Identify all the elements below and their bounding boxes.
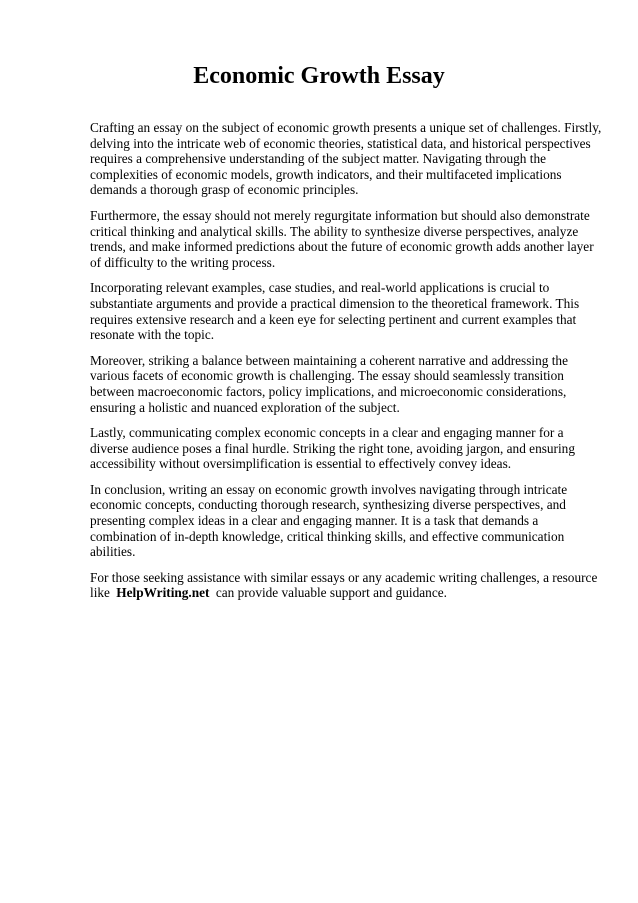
document-body <box>90 120 602 611</box>
paragraph-6: In conclusion, writing an essay on economic growth involves navigating through intricate economic concepts, conducting thorough research, synthesizing diverse perspectives, and presenting complex ideas in a clear and engaging manner. It is a task that demands a combination of in-depth knowledge, critical thinking skills, and effective communication abilities. <box>90 481 568 560</box>
paragraph-5: Lastly, communicating complex economic concepts in a clear and engaging manner for a diverse audience poses a final hurdle. Striking the right tone, avoiding jargon, and ensuring accessibility without oversimplification is essential to effectively convey ideas. <box>90 425 575 472</box>
document-title: Economic Growth Essay <box>193 63 445 89</box>
paragraph-1: Crafting an essay on the subject of economic growth presents a unique set of challenges. Firstly, delving into the intricate web of economic theories, statistical data, and historical perspectives requires a comprehensive understanding of the subject matter. Navigating through the complexities of economic models, growth indicators, and their multifaceted implications demands a thorough grasp of economic principles. <box>90 120 602 198</box>
closing-text-after: can provide valuable support and guidance. <box>215 585 447 601</box>
helpwriting-link[interactable]: HelpWriting.net <box>116 585 210 601</box>
paragraph-2: Furthermore, the essay should not merely regurgitate information but should also demonstrate critical thinking and analytical skills. The ability to synthesize diverse perspectives, analyze trends, and make informed predictions about the future of economic growth adds another layer of difficulty to the writing process. <box>90 207 594 270</box>
closing-paragraph <box>90 570 602 601</box>
paragraph-3: Incorporating relevant examples, case studies, and real-world applications is crucial to substantiate arguments and provide a practical dimension to the theoretical framework. This requires extensive research and a keen eye for selecting pertinent and current examples that resonate with the topic. <box>90 280 580 343</box>
closing-text-before: For those seeking assistance with similar essays or any academic writing challenges, a resource like <box>90 569 598 601</box>
paragraph-4: Moreover, striking a balance between maintaining a coherent narrative and addressing the various facets of economic growth is challenging. The essay should seamlessly transition between macroeconomic factors, policy implications, and microeconomic considerations, ensuring a holistic and nuanced exploration of the subject. <box>90 352 568 415</box>
